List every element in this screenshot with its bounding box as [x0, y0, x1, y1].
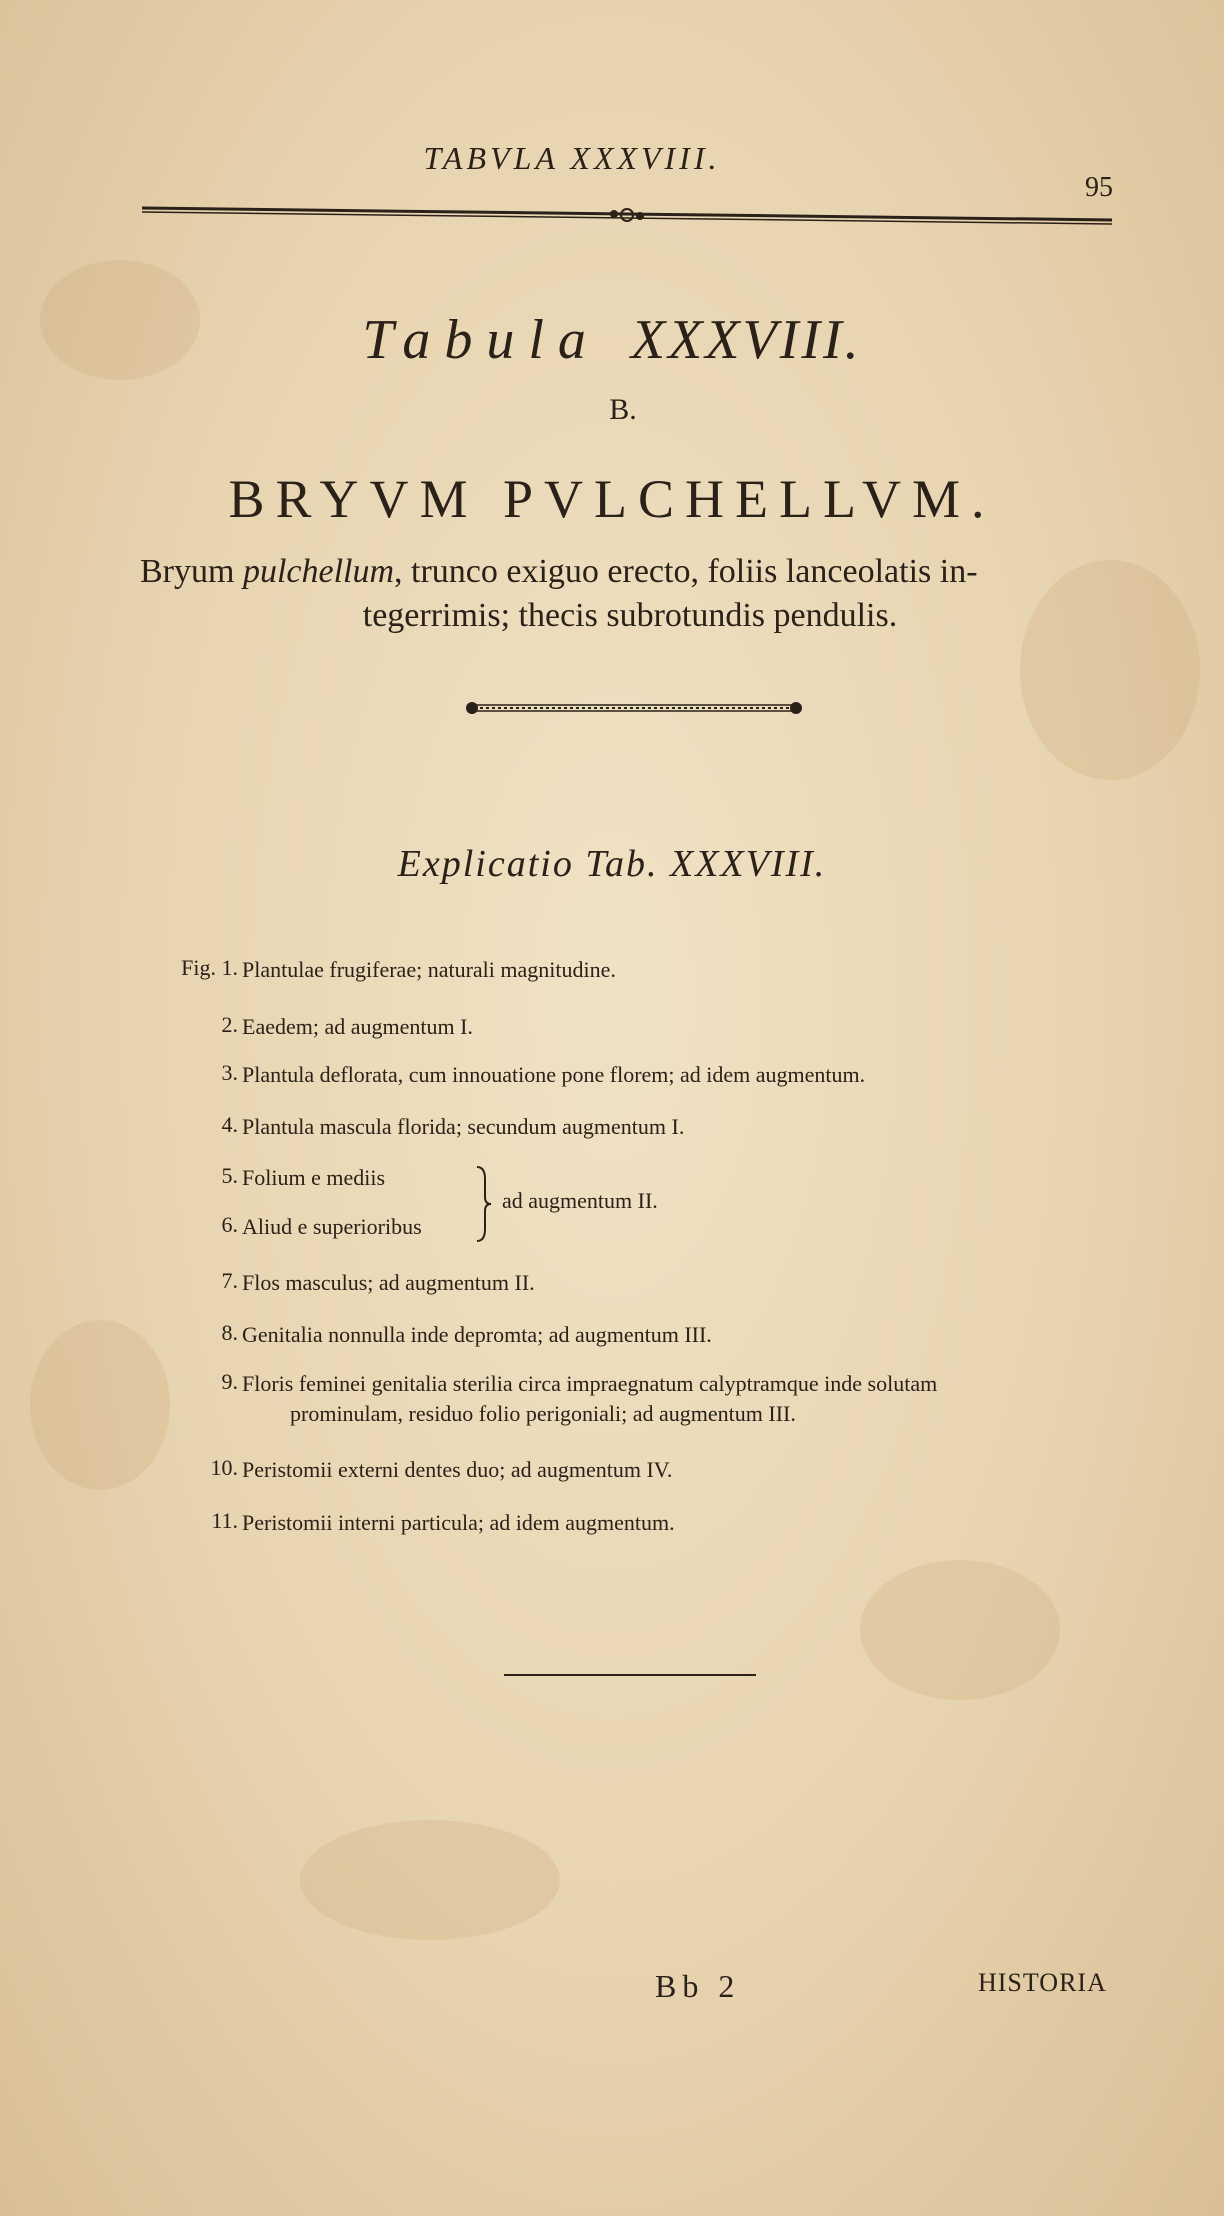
species-name: BRYVM PVLCHELLVM.: [228, 469, 996, 529]
figure-number: 9.: [221, 1369, 238, 1394]
figure-number: 6.: [221, 1212, 238, 1237]
figure-number: 7.: [221, 1268, 238, 1293]
figure-caption: Plantula deflorata, cum innouatione pone florem; ad idem augmentum.: [242, 1062, 866, 1087]
diagnosis-line1: , trunco exiguo erecto, foliis lanceolatis in-: [394, 553, 978, 590]
page-number: 95: [1085, 172, 1113, 203]
curly-brace: [473, 1165, 493, 1243]
figure-caption: Plantula mascula florida; secundum augmentum I.: [242, 1114, 685, 1139]
figure-caption: Genitalia nonnulla inde depromta; ad augmentum III.: [242, 1322, 712, 1347]
figure-caption-line2: prominulam, residuo folio perigoniali; ad augmentum III.: [290, 1401, 796, 1426]
ornamental-rule: [142, 200, 1112, 228]
ornament-divider: [464, 697, 804, 719]
paper-stain: [860, 1560, 1060, 1700]
figure-caption: Peristomii interni particula; ad idem augmentum.: [242, 1510, 675, 1535]
paper-stain: [300, 1820, 560, 1940]
figure-number: 10.: [210, 1455, 238, 1480]
figure-caption: Flos masculus; ad augmentum II.: [242, 1270, 535, 1295]
explicatio-title: Explicatio Tab. XXXVIII.: [397, 843, 827, 885]
catchword: HISTORIA: [978, 1968, 1107, 1997]
figure-caption-line1: Floris feminei genitalia sterilia circa impraegnatum calyptramque inde solutam: [242, 1371, 938, 1396]
plate-title: [0, 308, 1224, 372]
figure-caption: Eaedem; ad augmentum I.: [242, 1014, 473, 1039]
brace-note: ad augmentum II.: [502, 1188, 658, 1213]
figure-caption: Plantulae frugiferae; naturali magnitudine.: [242, 957, 616, 982]
figure-number: 8.: [221, 1320, 238, 1345]
figure-number: 5.: [221, 1163, 238, 1188]
diagnosis-line2: tegerrimis; thecis subrotundis pendulis.: [362, 597, 898, 634]
plate-sub-letter: B.: [609, 393, 637, 426]
figure-number: 2.: [221, 1012, 238, 1037]
running-head: TABVLA XXXVIII.: [423, 140, 721, 176]
figure-caption: Aliud e superioribus: [242, 1214, 422, 1239]
signature-mark: Bb 2: [655, 1968, 741, 2004]
plate-title-word: Tabula: [362, 309, 600, 371]
plate-title-numeral: XXXVIII.: [630, 309, 862, 371]
figure-number: Fig. 1.: [181, 955, 238, 980]
figure-caption: Folium e mediis: [242, 1165, 385, 1190]
figure-number: 11.: [211, 1508, 238, 1533]
figure-number: 3.: [221, 1060, 238, 1085]
species-diagnosis: [140, 550, 1120, 638]
diagnosis-genus: Bryum: [140, 553, 235, 590]
closing-rule: [504, 1674, 756, 1676]
figure-number: 4.: [221, 1112, 238, 1137]
figure-caption: [242, 1369, 1112, 1429]
diagnosis-epithet: pulchellum: [242, 553, 395, 590]
figure-caption: Peristomii externi dentes duo; ad augmentum IV.: [242, 1457, 673, 1482]
